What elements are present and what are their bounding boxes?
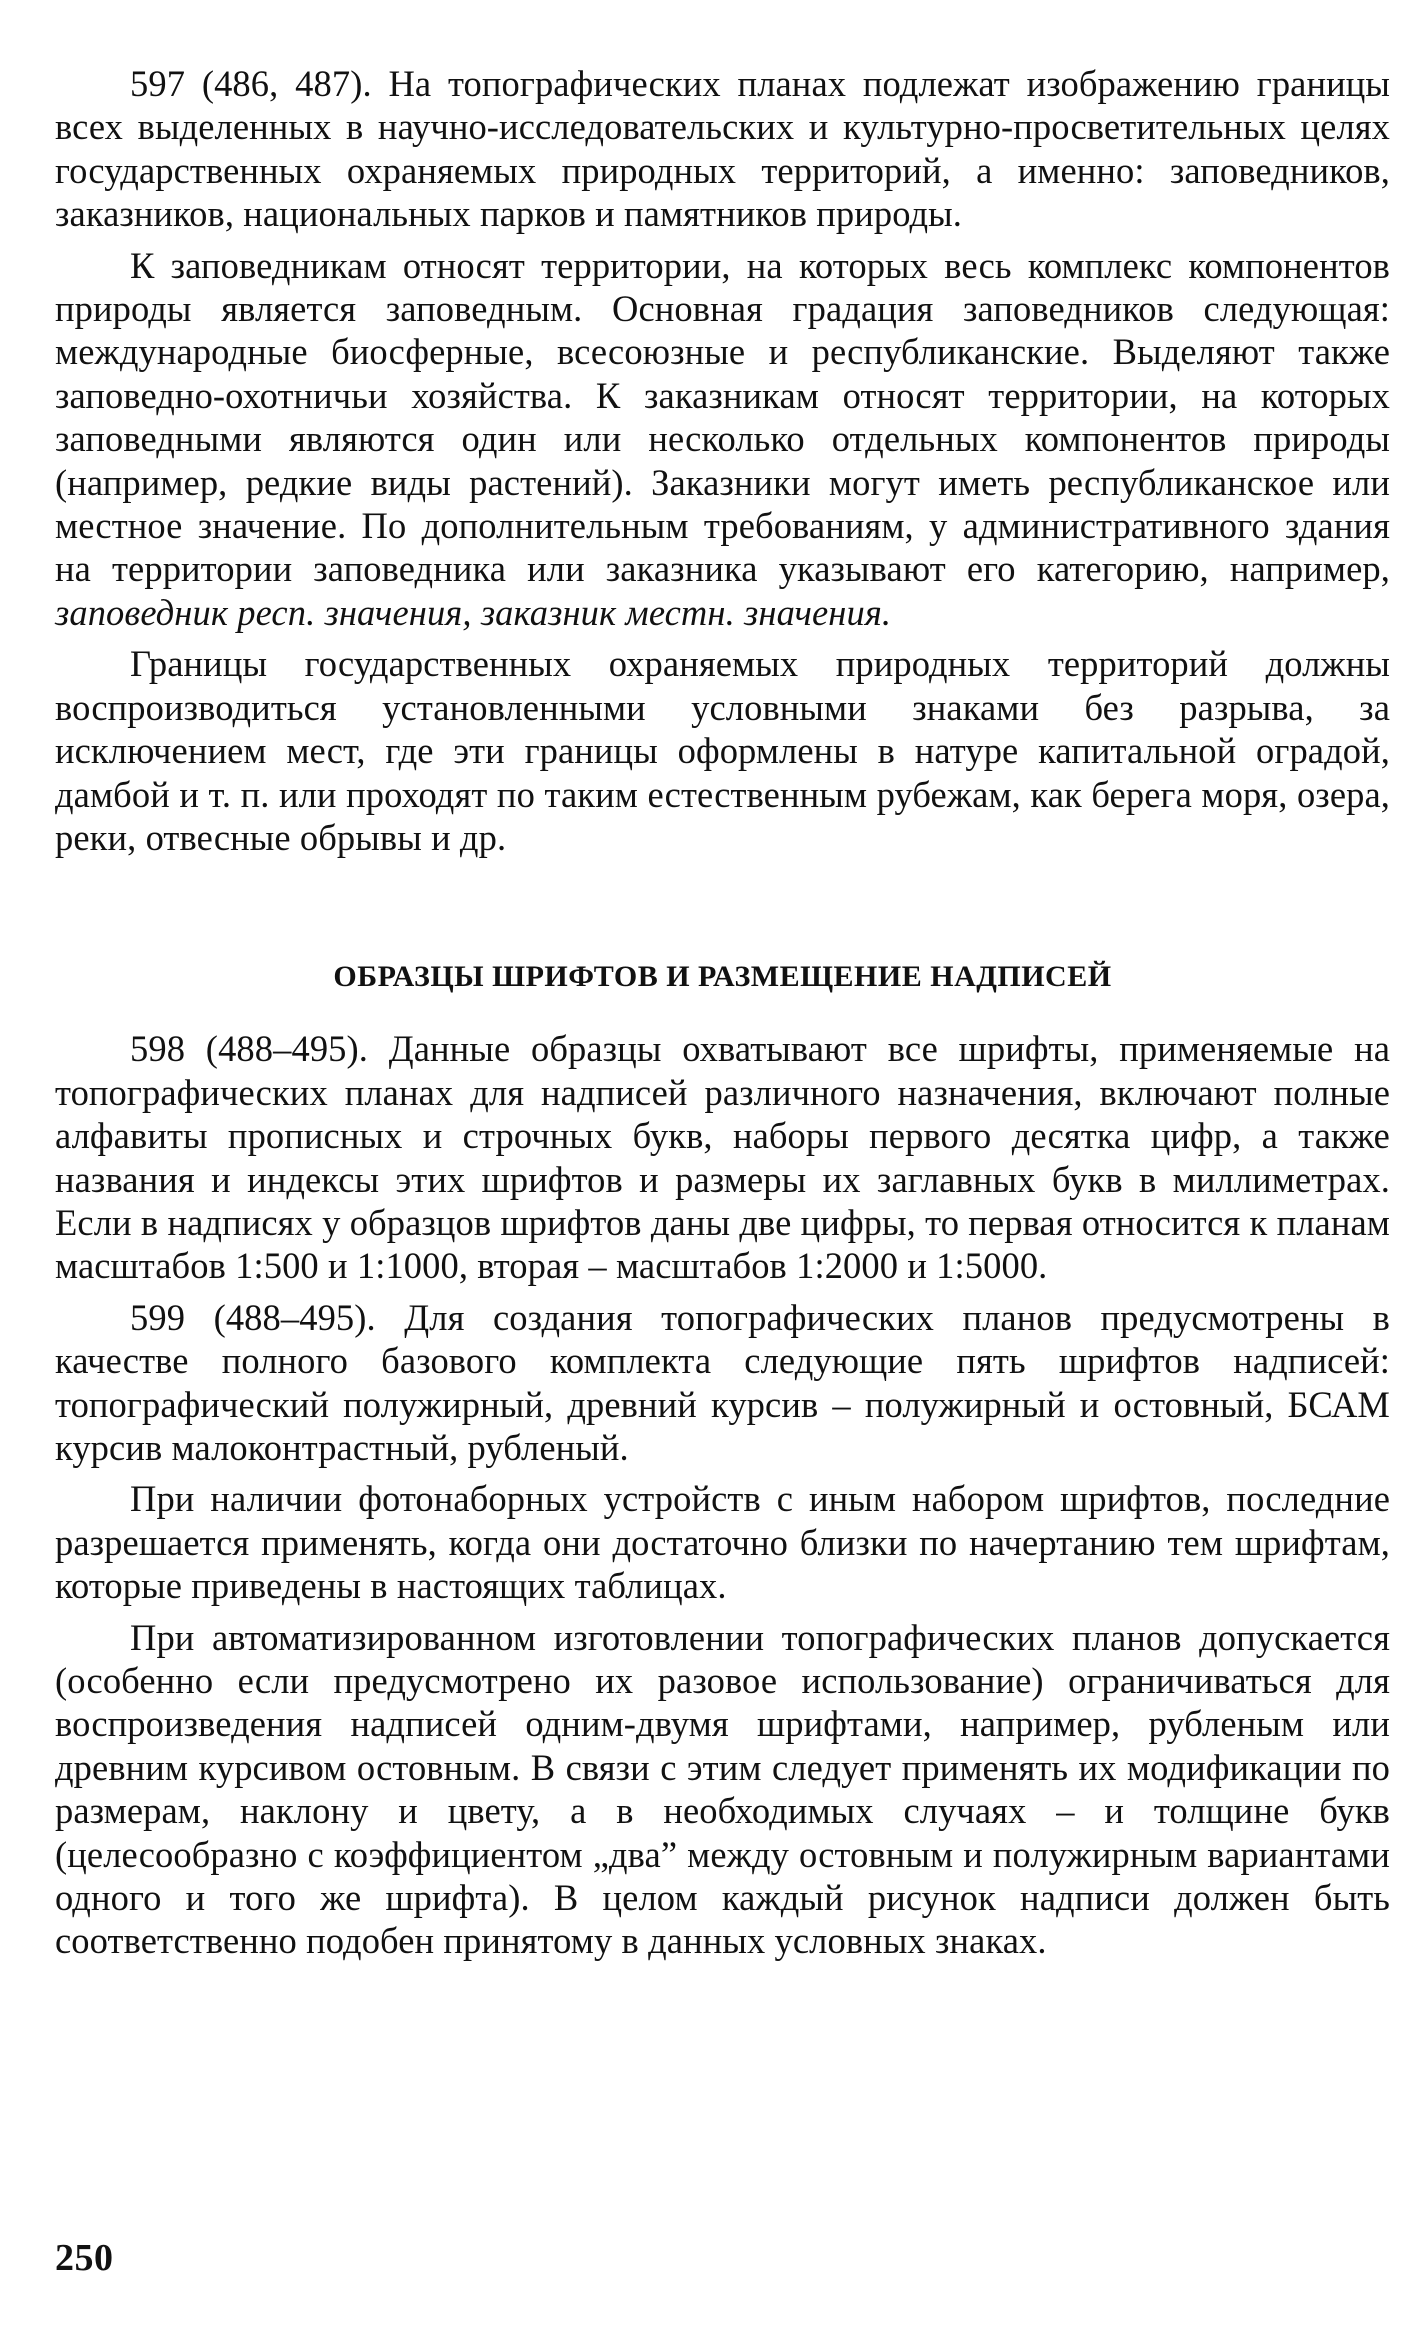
document-page	[55, 62, 1390, 1963]
paragraph-reserves-italic-example: заповедник респ. значения, заказник местн. значения.	[55, 591, 892, 633]
paragraph-boundaries: Границы государственных охраняемых природных территорий должны воспроизводиться установленными условными знаками без разрыва, за исключением мест, где эти границы оформлены в натуре капитальной оградой, дамбой и т. п. или проходят по таким естественным рубежам, как берега моря, озера, реки, отвесные обрывы и др.	[55, 643, 1390, 858]
section-heading: ОБРАЗЦЫ ШРИФТОВ И РАЗМЕЩЕНИЕ НАДПИСЕЙ	[333, 960, 1112, 994]
paragraph-reserves-text: К заповедникам относят территории, на которых весь комплекс компонентов природы является заповедным. Основная градация заповедников следующая: международные биосферные, всесоюзные и республиканские. Выделяют также заповедно-охотничьи хозяйства. К заказникам относят территории, на которых заповедными являются один или несколько отдельных компонентов природы (например, редкие виды растений). Заказники могут иметь республиканское или местное значение. По дополнительным требованиям, у административного здания на территории заповедника или заказника указывают его категорию, например,	[55, 244, 1390, 590]
paragraph-597: 597 (486, 487). На топографических планах подлежат изображению границы всех выделенных в научно-исследовательских и культурно-просветительных целях государственных охраняемых природных территорий, а именно: заповедников, заказников, национальных парков и памятников природы.	[55, 63, 1390, 235]
paragraph-photosetting: При наличии фотонаборных устройств с иным набором шрифтов, последние разрешается применять, когда они достаточно близки по начертанию тем шрифтам, которые приведены в настоящих таблицах.	[55, 1478, 1390, 1607]
paragraph-599: 599 (488–495). Для создания топографических планов предусмотрены в качестве полного базового комплекта следующие пять шрифтов надписей: топографический полужирный, древний курсив – полужирный и остовный, БСАМ курсив малоконтрастный, рубленый.	[55, 1296, 1390, 1468]
paragraph-reserves	[55, 244, 1390, 635]
paragraph-598: 598 (488–495). Данные образцы охватывают все шрифты, применяемые на топографических планах для надписей различного назначения, включают полные алфавиты прописных и строчных букв, наборы первого десятка цифр, а также названия и индексы этих шрифтов и размеры их заглавных букв в миллиметрах. Если в надписях у образцов шрифтов даны две цифры, то первая относится к планам масштабов 1:500 и 1:1000, вторая – масштабов 1:2000 и 1:5000.	[55, 1028, 1390, 1287]
paragraph-automated: При автоматизированном изготовлении топографических планов допускается (особенно если предусмотрено их разовое использование) ограничиваться для воспроизведения надписей одним-двумя шрифтами, например, рубленым или древним курсивом остовным. В связи с этим следует применять их модификации по размерам, наклону и цвету, а в необходимых случаях – и толщине букв (целесообразно с коэффициентом „два” между остовным и полужирным вариантами одного и того же шрифта). В целом каждый рисунок надписи должен быть соответственно подобен принятому в данных условных знаках.	[55, 1616, 1390, 1962]
page-number: 250	[55, 2237, 114, 2279]
